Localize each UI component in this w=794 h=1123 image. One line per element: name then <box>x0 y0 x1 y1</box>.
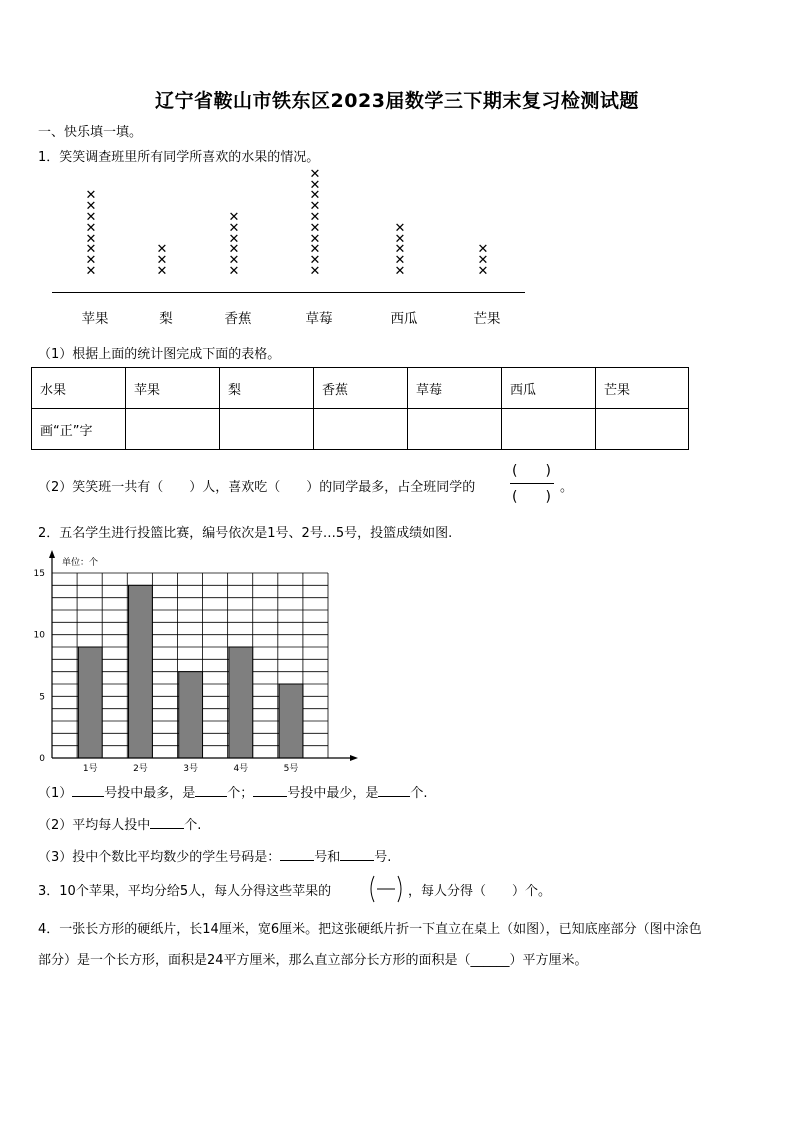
bar <box>78 647 102 758</box>
q2-sub1-part: 号投中最少，是 <box>287 786 379 801</box>
tally-mark: ✕ <box>309 199 321 215</box>
tally-table <box>31 367 689 450</box>
tally-mark: ✕ <box>85 231 97 247</box>
tally-mark: ✕ <box>477 264 489 279</box>
tally-mark: ✕ <box>477 242 489 258</box>
tally-mark: ✕ <box>309 231 321 247</box>
q3-part: 3．10个苹果，平均分给5人，每人分得这些苹果的 <box>38 884 332 899</box>
question-1-prompt: 1．笑笑调查班里所有同学所喜欢的水果的情况。 <box>38 150 320 165</box>
q2-sub1-part: 个. <box>410 786 428 801</box>
question-2-sub3 <box>38 846 391 865</box>
y-tick-label: 10 <box>33 630 45 641</box>
question-1-sub2-text: （2）笑笑班一共有（ ）人，喜欢吃（ ）的同学最多，占全班同学的 <box>38 480 476 495</box>
question-2-sub2 <box>38 814 201 833</box>
q2-sub3-part: （3）投中个数比平均数少的学生号码是： <box>38 850 281 865</box>
tally-mark: ✕ <box>85 264 97 279</box>
tally-mark: ✕ <box>228 253 240 269</box>
y-axis-arrow <box>49 550 55 558</box>
tally-mark: ✕ <box>156 253 168 269</box>
question-2-prompt: 2．五名学生进行投篮比赛，编号依次是1号、2号…5号，投篮成绩如图. <box>38 526 453 541</box>
fraction-numerator: ( ) <box>512 463 551 479</box>
bar <box>129 585 153 758</box>
tally-mark: ✕ <box>394 253 406 269</box>
fraction-bar <box>510 483 554 484</box>
x-tick-label: 4号 <box>233 764 249 774</box>
bar <box>279 684 303 758</box>
question-4-line2: 部分）是一个长方形，面积是24平方厘米，那么直立部分长方形的面积是（______）平方厘米。 <box>38 953 588 968</box>
tally-mark: ✕ <box>228 242 240 258</box>
fraction-denominator: ( ) <box>512 489 551 505</box>
tally-mark: ✕ <box>309 264 321 279</box>
table-header-cell: 苹果 <box>126 368 220 409</box>
y-tick-label: 5 <box>39 692 45 703</box>
answer-blank[interactable] <box>72 796 104 797</box>
tally-mark: ✕ <box>85 220 97 236</box>
answer-cell[interactable] <box>126 409 220 450</box>
q2-sub1-part: 号投中最多，是 <box>104 786 196 801</box>
page-title: 辽宁省鞍山市铁东区2023届数学三下期末复习检测试题 <box>155 90 639 112</box>
y-tick-label: 0 <box>39 754 45 764</box>
answer-blank[interactable] <box>280 860 314 861</box>
question-1-sub1: （1）根据上面的统计图完成下面的表格。 <box>38 347 281 362</box>
answer-cell[interactable] <box>220 409 314 450</box>
fruit-label: 草莓 <box>305 311 333 327</box>
q2-sub3-part: 号. <box>374 850 392 865</box>
basketball-bar-chart <box>28 548 368 778</box>
fruit-label: 香蕉 <box>224 311 252 327</box>
answer-cell[interactable] <box>408 409 502 450</box>
fraction-blank-small[interactable] <box>366 874 406 904</box>
table-row-label: 画“正”字 <box>32 409 126 450</box>
fraction-blank[interactable] <box>508 460 558 506</box>
tally-mark: ✕ <box>85 210 97 225</box>
table-header-cell: 香蕉 <box>314 368 408 409</box>
question-3 <box>38 880 331 899</box>
q2-sub1-part: （1） <box>38 786 73 801</box>
bar <box>229 647 253 758</box>
table-header-cell: 西瓜 <box>502 368 596 409</box>
answer-blank[interactable] <box>378 796 410 797</box>
tally-mark: ✕ <box>228 231 240 247</box>
tally-mark: ✕ <box>85 199 97 215</box>
q2-sub1-part: 个； <box>227 786 254 801</box>
tally-mark: ✕ <box>394 242 406 258</box>
x-tick-label: 5号 <box>283 764 299 774</box>
x-tick-label: 1号 <box>82 764 98 774</box>
tally-mark: ✕ <box>85 188 97 204</box>
tally-mark: ✕ <box>228 264 240 279</box>
question-2-sub1 <box>38 782 427 801</box>
tally-mark: ✕ <box>394 231 406 247</box>
fruit-label: 苹果 <box>81 311 109 327</box>
tally-mark: ✕ <box>477 253 489 269</box>
tally-mark: ✕ <box>228 210 240 225</box>
y-tick-label: 15 <box>33 569 45 579</box>
bar <box>179 672 203 758</box>
tally-mark: ✕ <box>394 220 406 236</box>
answer-cell[interactable] <box>314 409 408 450</box>
tally-mark: ✕ <box>309 166 321 182</box>
table-header-cell: 水果 <box>32 368 126 409</box>
unit-label: 单位：个 <box>62 558 99 568</box>
tally-mark: ✕ <box>228 220 240 236</box>
question-1-sub2-end: 。 <box>560 480 574 495</box>
answer-cell[interactable] <box>502 409 596 450</box>
q2-sub3-part: 号和 <box>314 850 341 865</box>
question-3-end: ，每人分得（ ）个。 <box>408 884 552 899</box>
answer-blank[interactable] <box>253 796 287 797</box>
tally-mark: ✕ <box>85 253 97 269</box>
fruit-label: 梨 <box>159 311 173 327</box>
answer-blank[interactable] <box>150 828 184 829</box>
question-1-sub2 <box>38 476 475 495</box>
table-header-cell: 芒果 <box>596 368 689 409</box>
tally-baseline <box>52 292 525 293</box>
tally-mark: ✕ <box>309 253 321 269</box>
section-heading: 一、快乐填一填。 <box>38 125 143 140</box>
tally-mark: ✕ <box>309 242 321 258</box>
table-row <box>32 368 689 409</box>
x-axis-arrow <box>350 755 358 761</box>
table-header-cell: 梨 <box>220 368 314 409</box>
tally-mark: ✕ <box>85 242 97 258</box>
x-tick-label: 2号 <box>133 764 148 774</box>
tally-mark: ✕ <box>309 210 321 225</box>
tally-mark: ✕ <box>156 242 168 258</box>
tally-mark: ✕ <box>309 188 321 204</box>
tally-mark: ✕ <box>309 220 321 236</box>
answer-cell[interactable] <box>596 409 689 450</box>
x-tick-label: 3号 <box>183 764 198 774</box>
fruit-label: 芒果 <box>473 311 501 327</box>
table-row <box>32 409 689 450</box>
tally-mark: ✕ <box>394 264 406 279</box>
fruit-label: 西瓜 <box>390 311 418 327</box>
tally-mark: ✕ <box>309 177 321 193</box>
answer-blank[interactable] <box>195 796 227 797</box>
q2-sub2-part: （2）平均每人投中 <box>38 818 151 833</box>
table-header-cell: 草莓 <box>408 368 502 409</box>
question-4-line1: 4．一张长方形的硬纸片，长14厘米，宽6厘米。把这张硬纸片折一下直立在桌上（如图），已知底座部分（图中涂色 <box>38 922 702 937</box>
q2-sub2-part: 个. <box>184 818 202 833</box>
answer-blank[interactable] <box>340 860 374 861</box>
tally-mark: ✕ <box>156 264 168 279</box>
